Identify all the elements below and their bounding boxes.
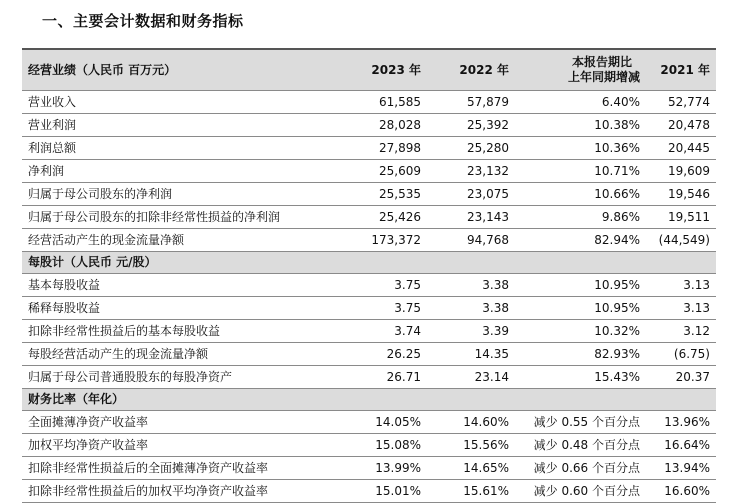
financial-indicators-table [22,48,716,503]
value-2021: 52,774 [646,91,716,114]
header-2021: 2021 年 [646,49,716,91]
value-2021: 19,546 [646,183,716,206]
value-change: 减少 0.48 个百分点 [515,434,646,457]
value-2023: 28,028 [327,114,427,137]
value-2022: 3.38 [427,297,515,320]
section-per-share [22,252,716,274]
table-row [22,274,716,297]
value-2023: 15.01% [327,480,427,503]
value-2023: 3.74 [327,320,427,343]
value-change: 10.66% [515,183,646,206]
table-header-row [22,49,716,91]
row-label: 加权平均净资产收益率 [22,434,327,457]
table-row [22,229,716,252]
value-change: 减少 0.66 个百分点 [515,457,646,480]
value-2021: 20.37 [646,366,716,389]
value-2023: 13.99% [327,457,427,480]
value-2021: 13.94% [646,457,716,480]
section-financial-ratios-title: 财务比率（年化） [22,389,716,411]
value-2022: 23,075 [427,183,515,206]
table-row [22,91,716,114]
value-change: 9.86% [515,206,646,229]
value-2021: (44,549) [646,229,716,252]
value-2021: 19,609 [646,160,716,183]
value-2022: 15.61% [427,480,515,503]
value-2022: 25,280 [427,137,515,160]
value-2022: 25,392 [427,114,515,137]
header-change-line1: 本报告期比 [571,55,632,69]
row-label: 归属于母公司股东的扣除非经常性损益的净利润 [22,206,327,229]
value-2023: 3.75 [327,274,427,297]
value-change: 82.93% [515,343,646,366]
section-financial-ratios [22,389,716,411]
value-2022: 3.38 [427,274,515,297]
value-change: 10.95% [515,274,646,297]
value-2022: 14.35 [427,343,515,366]
table-row [22,137,716,160]
value-change: 10.38% [515,114,646,137]
value-2023: 26.71 [327,366,427,389]
value-change: 10.71% [515,160,646,183]
value-2021: 3.13 [646,297,716,320]
value-2022: 15.56% [427,434,515,457]
table-row [22,434,716,457]
value-change: 减少 0.55 个百分点 [515,411,646,434]
value-2023: 14.05% [327,411,427,434]
value-2022: 14.65% [427,457,515,480]
value-2021: 16.60% [646,480,716,503]
value-2022: 57,879 [427,91,515,114]
row-label: 基本每股收益 [22,274,327,297]
value-2023: 26.25 [327,343,427,366]
table-row [22,183,716,206]
header-2022: 2022 年 [427,49,515,91]
value-2021: 19,511 [646,206,716,229]
section-per-share-title: 每股计（人民币 元/股） [22,252,716,274]
row-label: 归属于母公司普通股股东的每股净资产 [22,366,327,389]
table-row [22,206,716,229]
value-2021: 20,478 [646,114,716,137]
value-2022: 23,132 [427,160,515,183]
value-2023: 25,609 [327,160,427,183]
row-label: 扣除非经常性损益后的全面摊薄净资产收益率 [22,457,327,480]
value-2023: 25,535 [327,183,427,206]
value-change: 10.32% [515,320,646,343]
table-row [22,480,716,503]
value-change: 82.94% [515,229,646,252]
value-2021: 20,445 [646,137,716,160]
value-2023: 25,426 [327,206,427,229]
header-2023: 2023 年 [327,49,427,91]
value-change: 6.40% [515,91,646,114]
value-2022: 3.39 [427,320,515,343]
row-label: 营业收入 [22,91,327,114]
value-2023: 173,372 [327,229,427,252]
header-change-line2: 上年同期增减 [567,70,640,84]
value-2021: (6.75) [646,343,716,366]
value-2023: 27,898 [327,137,427,160]
table-row [22,160,716,183]
row-label: 利润总额 [22,137,327,160]
row-label: 归属于母公司股东的净利润 [22,183,327,206]
value-2023: 15.08% [327,434,427,457]
row-label: 每股经营活动产生的现金流量净额 [22,343,327,366]
header-label: 经营业绩（人民币 百万元） [22,49,327,91]
row-label: 稀释每股收益 [22,297,327,320]
value-change: 10.36% [515,137,646,160]
row-label: 营业利润 [22,114,327,137]
value-change: 10.95% [515,297,646,320]
value-change: 15.43% [515,366,646,389]
row-label: 全面摊薄净资产收益率 [22,411,327,434]
value-2023: 61,585 [327,91,427,114]
table-row [22,297,716,320]
value-change: 减少 0.60 个百分点 [515,480,646,503]
table-row [22,114,716,137]
value-2021: 3.12 [646,320,716,343]
value-2021: 13.96% [646,411,716,434]
table-row [22,366,716,389]
value-2021: 16.64% [646,434,716,457]
value-2023: 3.75 [327,297,427,320]
value-2022: 14.60% [427,411,515,434]
row-label: 扣除非经常性损益后的加权平均净资产收益率 [22,480,327,503]
value-2022: 23,143 [427,206,515,229]
row-label: 净利润 [22,160,327,183]
table-row [22,343,716,366]
value-2021: 3.13 [646,274,716,297]
value-2022: 23.14 [427,366,515,389]
page-title: 一、主要会计数据和财务指标 [42,12,244,30]
row-label: 扣除非经常性损益后的基本每股收益 [22,320,327,343]
table-row [22,320,716,343]
table-row [22,411,716,434]
table-row [22,457,716,480]
value-2022: 94,768 [427,229,515,252]
row-label: 经营活动产生的现金流量净额 [22,229,327,252]
header-change [515,49,646,91]
